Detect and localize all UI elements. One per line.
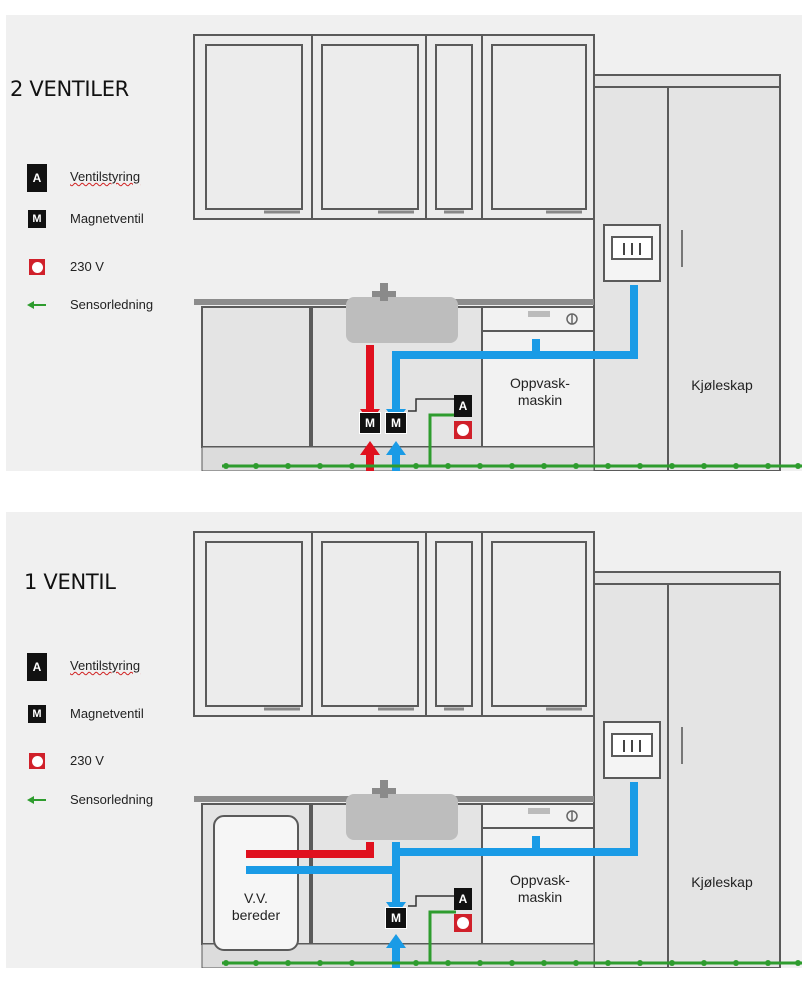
a-box-icon: A	[27, 653, 47, 681]
legend-item-ventilstyring	[26, 652, 141, 682]
legend-label: Sensorledning	[70, 297, 154, 312]
dishwasher-label: Oppvask- maskin	[510, 872, 570, 905]
legend-item-230v	[26, 257, 104, 277]
legend-item-230v	[26, 751, 104, 771]
magnet-valve-cold: M	[386, 413, 406, 433]
red-circle-icon	[29, 753, 45, 769]
legend-item-sensorledning	[26, 790, 154, 810]
valve-controller: A	[454, 888, 472, 910]
m-box-icon: M	[28, 210, 46, 228]
legend-label: Sensorledning	[70, 792, 154, 807]
legend-item-ventilstyring	[26, 163, 141, 193]
green-arrow-icon	[26, 301, 48, 309]
legend-label: Ventilstyring	[70, 658, 141, 673]
legend-label: Magnetventil	[70, 211, 144, 226]
legend-label: Magnetventil	[70, 706, 144, 721]
panel-two-valves	[6, 15, 802, 471]
m-box-icon: M	[28, 705, 46, 723]
dishwasher-label: Oppvask- maskin	[510, 375, 570, 408]
legend-label: Ventilstyring	[70, 169, 141, 184]
water-heater-label: V.V. bereder	[231, 890, 281, 923]
valve-controller: A	[454, 395, 472, 417]
fridge-label: Kjøleskap	[691, 377, 753, 393]
legend-label: 230 V	[70, 259, 104, 274]
power-230v-icon	[454, 421, 472, 439]
panel-one-valve	[6, 512, 802, 968]
section-title: 2 VENTILER	[10, 77, 129, 101]
legend-item-magnetventil	[26, 704, 144, 724]
legend-item-magnetventil	[26, 209, 144, 229]
magnet-valve: M	[386, 908, 406, 928]
fridge-label: Kjøleskap	[691, 874, 753, 890]
legend-item-sensorledning	[26, 295, 154, 315]
section-title: 1 VENTIL	[24, 570, 116, 594]
red-circle-icon	[29, 259, 45, 275]
kitchen-drawing	[6, 512, 802, 968]
a-box-icon: A	[27, 164, 47, 192]
power-230v-icon	[454, 914, 472, 932]
magnet-valve-hot: M	[360, 413, 380, 433]
green-arrow-icon	[26, 796, 48, 804]
legend-label: 230 V	[70, 753, 104, 768]
